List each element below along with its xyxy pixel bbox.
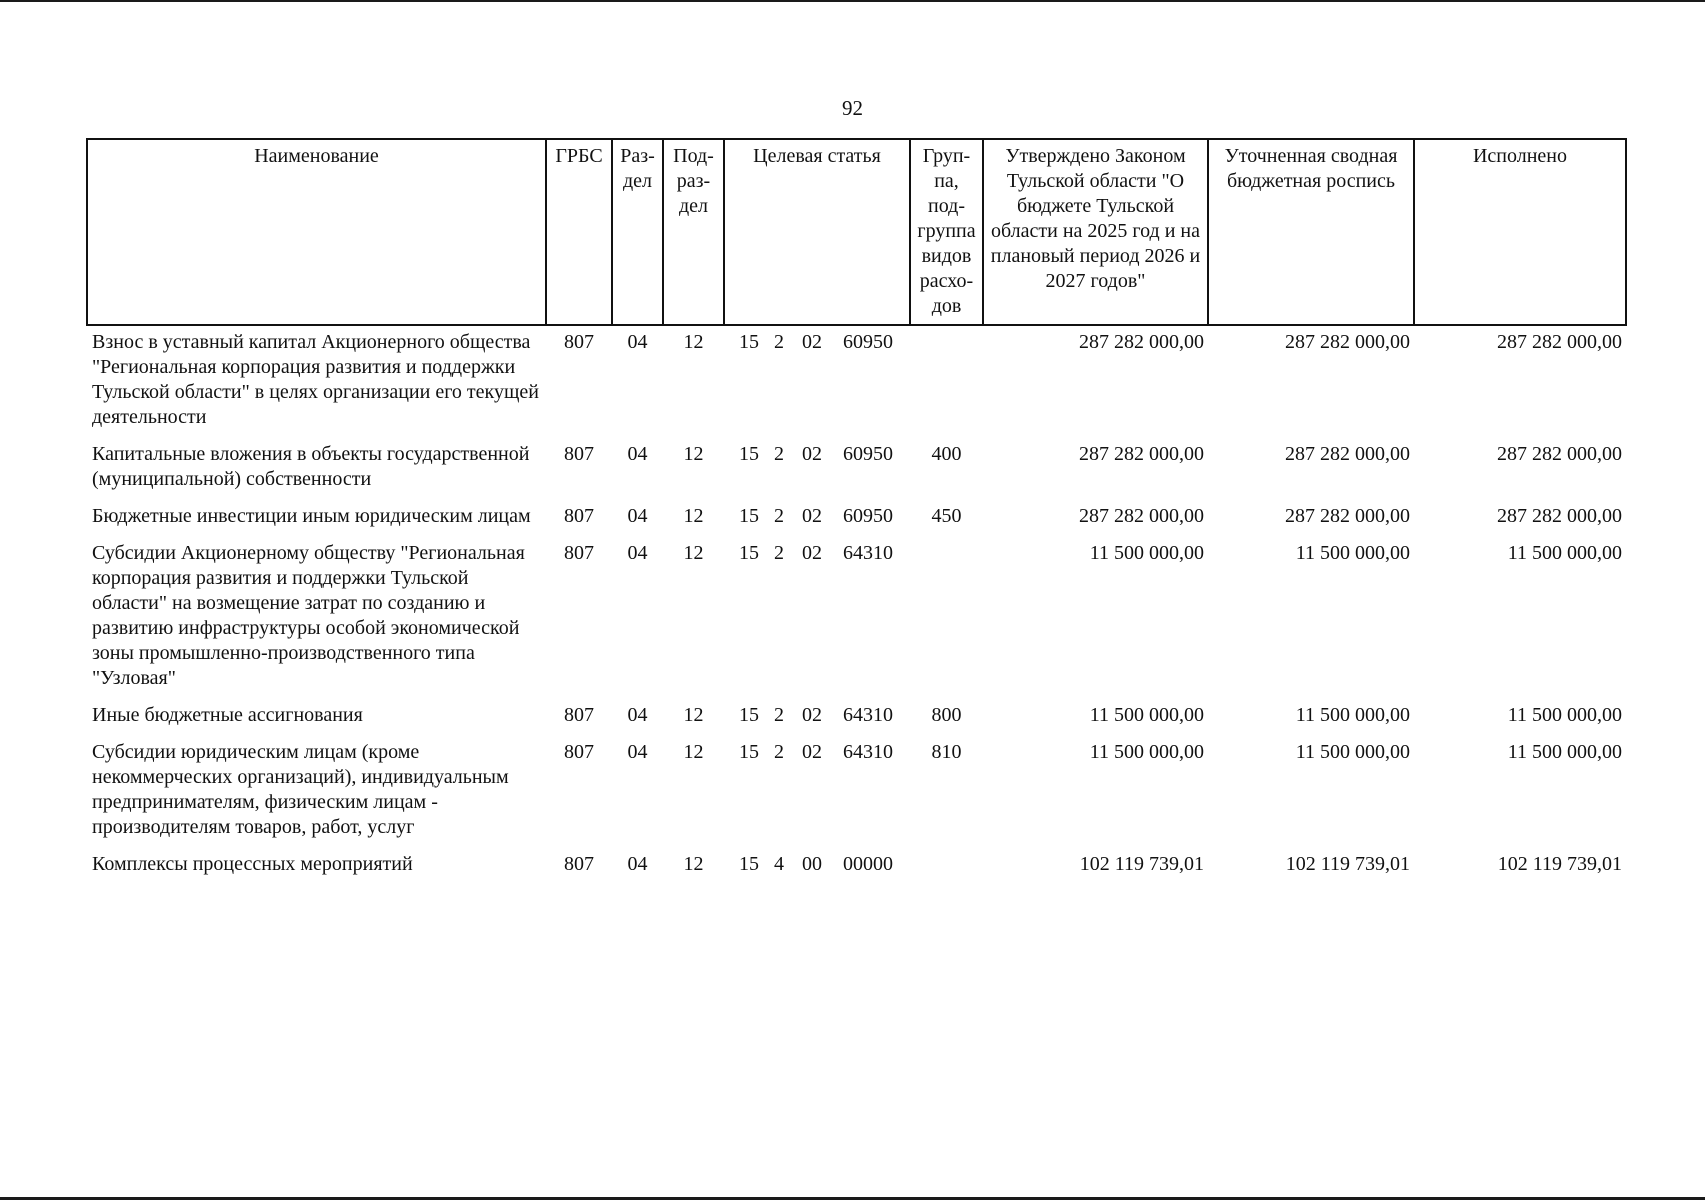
row-podrazdel: 12: [683, 542, 704, 564]
row-podrazdel: 12: [683, 741, 704, 763]
scan-edge-top: [0, 0, 1705, 2]
target-type: 2: [774, 542, 784, 564]
row-razdel: 04: [627, 331, 648, 353]
header-name: Наименование: [87, 139, 546, 325]
header-grbs: ГРБС: [546, 139, 612, 325]
row-spacer-cell: [87, 492, 1626, 500]
target-type: 4: [774, 853, 784, 875]
row-spacer-cell: [87, 840, 1626, 848]
header-target-article: Целевая статья: [724, 139, 910, 325]
row-target-article: [724, 699, 910, 728]
target-type: 2: [774, 505, 784, 527]
row-spacer: [87, 840, 1626, 848]
target-direction: 60950: [843, 505, 893, 527]
target-event: 02: [802, 505, 822, 527]
row-refined: 11 500 000,00: [1295, 741, 1410, 763]
table-row: [87, 699, 1626, 728]
row-refined: 11 500 000,00: [1295, 542, 1410, 564]
row-executed: 102 119 739,01: [1497, 853, 1622, 875]
target-direction: 00000: [843, 853, 893, 875]
target-direction: 64310: [843, 704, 893, 726]
target-program: 15: [739, 741, 759, 763]
row-spacer-cell: [87, 728, 1626, 736]
row-approved: 287 282 000,00: [1079, 505, 1204, 527]
target-type: 2: [774, 443, 784, 465]
row-approved: 102 119 739,01: [1079, 853, 1204, 875]
row-refined: 11 500 000,00: [1295, 704, 1410, 726]
row-approved: 11 500 000,00: [1089, 542, 1204, 564]
target-program: 15: [739, 853, 759, 875]
row-podrazdel: 12: [683, 443, 704, 465]
row-spacer: [87, 529, 1626, 537]
row-approved: 11 500 000,00: [1089, 741, 1204, 763]
row-expense-group: 800: [931, 704, 962, 726]
header-razdel: Раз- дел: [612, 139, 663, 325]
row-name: Иные бюджетные ассигнования: [92, 704, 363, 726]
table-row: [87, 438, 1626, 492]
row-razdel: 04: [627, 704, 648, 726]
row-executed: 287 282 000,00: [1497, 505, 1622, 527]
row-razdel: 04: [627, 853, 648, 875]
row-grbs: 807: [564, 741, 594, 763]
target-program: 15: [739, 505, 759, 527]
target-event: 02: [802, 741, 822, 763]
row-podrazdel: 12: [683, 505, 704, 527]
table-row: [87, 537, 1626, 691]
row-executed: 11 500 000,00: [1507, 704, 1622, 726]
table-row: [87, 325, 1626, 430]
target-program: 15: [739, 542, 759, 564]
row-spacer: [87, 492, 1626, 500]
target-event: 02: [802, 542, 822, 564]
row-target-article: [724, 438, 910, 492]
row-executed: 11 500 000,00: [1507, 542, 1622, 564]
budget-table: [86, 138, 1627, 883]
row-razdel: 04: [627, 542, 648, 564]
table-row: [87, 736, 1626, 840]
row-target-article: [724, 325, 910, 430]
table-row: [87, 500, 1626, 529]
row-razdel: 04: [627, 741, 648, 763]
row-spacer-cell: [87, 691, 1626, 699]
row-name: Бюджетные инвестиции иным юридическим лицам: [92, 505, 531, 527]
row-approved: 11 500 000,00: [1089, 704, 1204, 726]
row-spacer: [87, 728, 1626, 736]
row-grbs: 807: [564, 505, 594, 527]
table-header: [87, 139, 1626, 325]
header-expense-group: Груп- па, под- группа видов расхо- дов: [910, 139, 983, 325]
row-grbs: 807: [564, 853, 594, 875]
row-name: Субсидии юридическим лицам (кроме некоммерческих организаций), индивидуальным предпринимателям, физическим лицам - производителям товаров, работ, услуг: [92, 741, 509, 838]
row-podrazdel: 12: [683, 853, 704, 875]
row-spacer: [87, 430, 1626, 438]
row-executed: 287 282 000,00: [1497, 443, 1622, 465]
row-expense-group: [910, 537, 983, 691]
row-expense-group: 450: [931, 505, 962, 527]
header-refined-budget: Уточненная сводная бюджетная роспись: [1208, 139, 1414, 325]
row-podrazdel: 12: [683, 331, 704, 353]
row-expense-group: 810: [931, 741, 962, 763]
header-podrazdel: Под- раз- дел: [663, 139, 724, 325]
target-direction: 60950: [843, 443, 893, 465]
target-event: 02: [802, 443, 822, 465]
row-grbs: 807: [564, 331, 594, 353]
page-number: 92: [842, 96, 863, 120]
row-name: Взнос в уставный капитал Акционерного общества "Региональная корпорация развития и поддержки Тульской области" в целях организации его текущей деятельности: [92, 331, 539, 428]
row-target-article: [724, 848, 910, 883]
target-direction: 64310: [843, 741, 893, 763]
row-grbs: 807: [564, 443, 594, 465]
row-approved: 287 282 000,00: [1079, 443, 1204, 465]
row-target-article: [724, 736, 910, 840]
row-executed: 287 282 000,00: [1497, 331, 1622, 353]
row-name: Капитальные вложения в объекты государственной (муниципальной) собственности: [92, 443, 530, 490]
row-refined: 287 282 000,00: [1285, 505, 1410, 527]
row-spacer-cell: [87, 529, 1626, 537]
row-target-article: [724, 537, 910, 691]
row-expense-group: 400: [931, 443, 962, 465]
row-approved: 287 282 000,00: [1079, 331, 1204, 353]
row-refined: 102 119 739,01: [1285, 853, 1410, 875]
row-target-article: [724, 500, 910, 529]
target-event: 02: [802, 704, 822, 726]
row-name: Субсидии Акционерному обществу "Региональная корпорация развития и поддержки Тульской области" на возмещение затрат по созданию и развитию инфраструктуры особой экономической зоны промышленно-производственного типа "Узловая": [92, 542, 525, 689]
header-approved-by-law: Утверждено Законом Тульской области "О бюджете Тульской области на 2025 год и на плановый период 2026 и 2027 годов": [983, 139, 1208, 325]
target-program: 15: [739, 443, 759, 465]
row-podrazdel: 12: [683, 704, 704, 726]
row-spacer-cell: [87, 430, 1626, 438]
target-direction: 64310: [843, 542, 893, 564]
row-executed: 11 500 000,00: [1507, 741, 1622, 763]
target-event: 00: [802, 853, 822, 875]
target-program: 15: [739, 331, 759, 353]
target-type: 2: [774, 704, 784, 726]
table-body: [87, 325, 1626, 883]
header-executed: Исполнено: [1414, 139, 1626, 325]
row-expense-group: [910, 848, 983, 883]
row-refined: 287 282 000,00: [1285, 443, 1410, 465]
target-direction: 60950: [843, 331, 893, 353]
row-spacer: [87, 691, 1626, 699]
row-name: Комплексы процессных мероприятий: [92, 853, 413, 875]
table-row: [87, 848, 1626, 883]
row-grbs: 807: [564, 704, 594, 726]
target-event: 02: [802, 331, 822, 353]
target-type: 2: [774, 741, 784, 763]
row-razdel: 04: [627, 443, 648, 465]
row-grbs: 807: [564, 542, 594, 564]
row-expense-group: [910, 325, 983, 430]
target-program: 15: [739, 704, 759, 726]
row-razdel: 04: [627, 505, 648, 527]
row-refined: 287 282 000,00: [1285, 331, 1410, 353]
target-type: 2: [774, 331, 784, 353]
